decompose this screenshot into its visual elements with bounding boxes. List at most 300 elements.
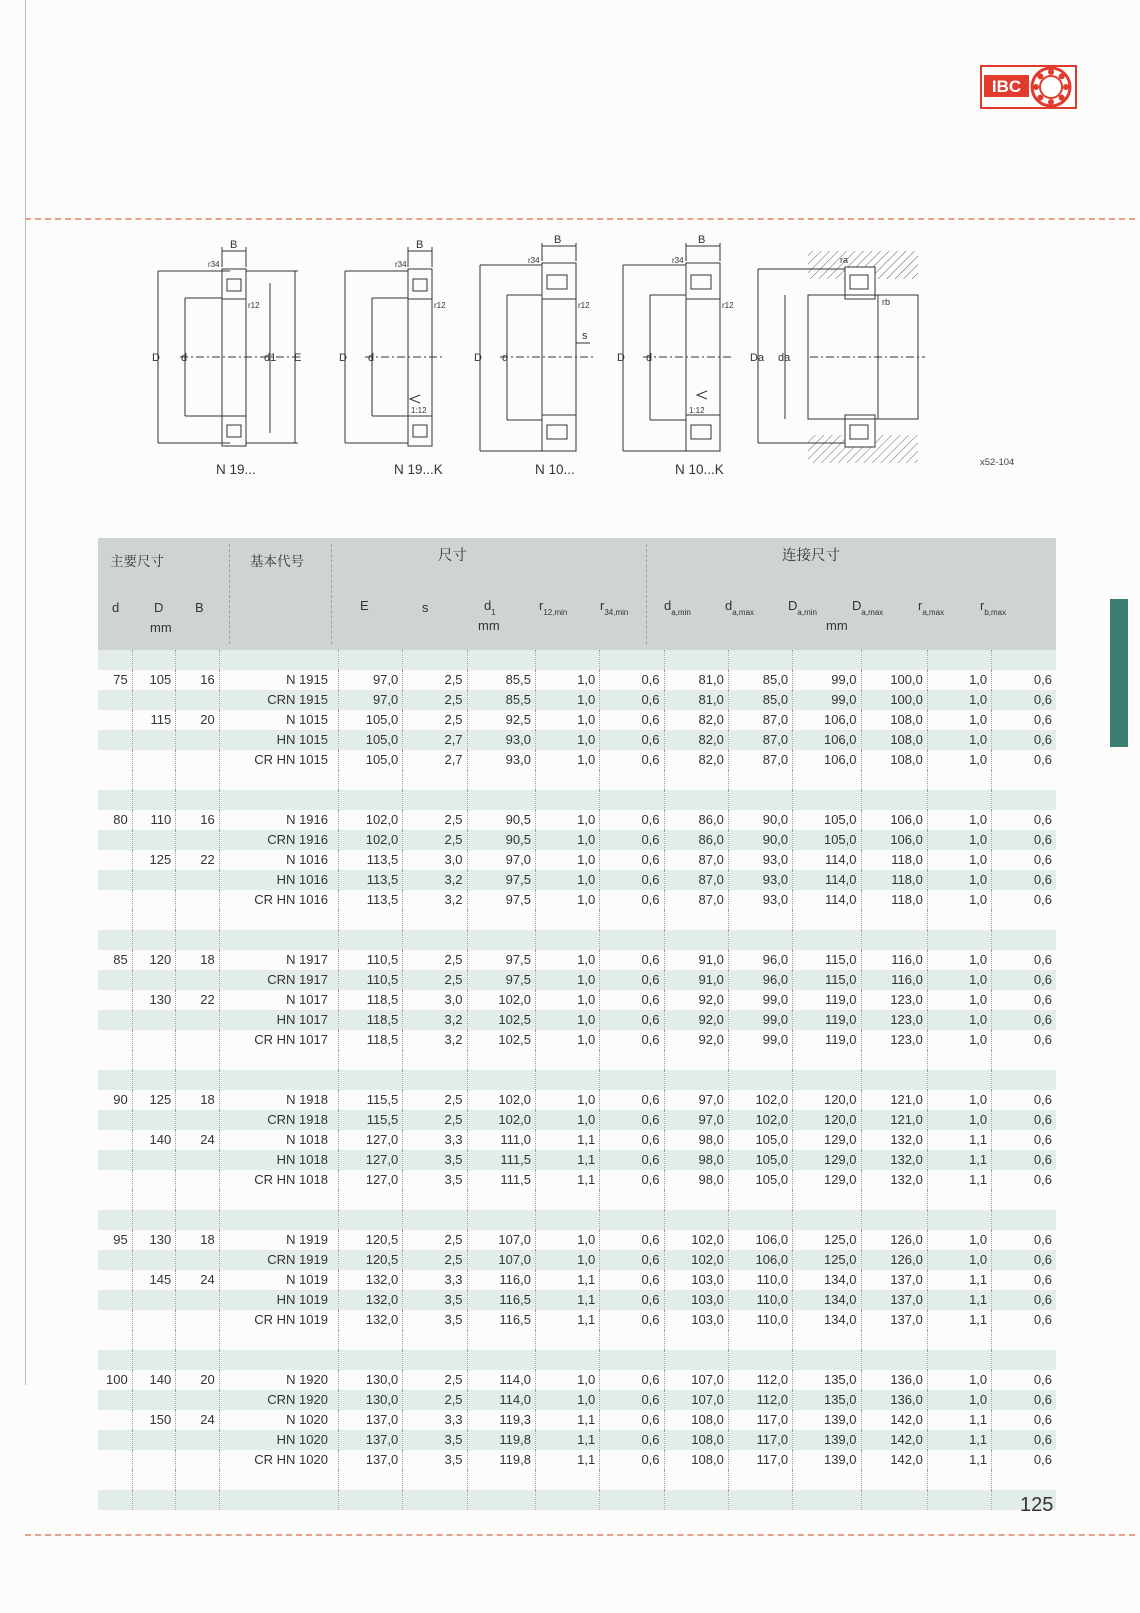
- table-row: [98, 1430, 1056, 1450]
- table-cell: 103,0: [664, 1290, 728, 1310]
- table-cell: 0,6: [992, 1450, 1056, 1470]
- table-cell: 75: [113, 672, 128, 687]
- table-cell: 87,0: [664, 890, 728, 910]
- table-cell: 0,6: [992, 1170, 1056, 1190]
- table-cell: 99,0: [793, 670, 861, 690]
- table-cell: 85,5: [467, 670, 535, 690]
- table-cell: 3,0: [403, 850, 467, 870]
- table-cell: 132,0: [338, 1290, 402, 1310]
- designation-cell: N 1918: [219, 1090, 338, 1110]
- table-cell: 1,1: [927, 1430, 991, 1450]
- table-cell: 120: [132, 950, 176, 970]
- table-cell: 132,0: [861, 1170, 927, 1190]
- table-cell: [176, 730, 220, 750]
- table-cell: 108,0: [861, 730, 927, 750]
- table-cell: 86,0: [664, 830, 728, 850]
- col-ra-max: $r_{a,max}$: [918, 598, 945, 617]
- table-cell: 142,0: [861, 1430, 927, 1450]
- table-cell: 2,5: [403, 1370, 467, 1390]
- table-cell: 130: [132, 1230, 176, 1250]
- table-cell: 1,0: [535, 830, 599, 850]
- table-cell: 0,6: [992, 1090, 1056, 1110]
- dim-r12-1: r12: [248, 301, 260, 310]
- table-cell: [176, 1310, 220, 1330]
- table-cell: [132, 1290, 176, 1310]
- table-cell: 97,5: [467, 970, 535, 990]
- table-cell: 100,0: [861, 690, 927, 710]
- table-cell: 129,0: [793, 1170, 861, 1190]
- table-cell: 0,6: [600, 1110, 664, 1130]
- table-cell: 118,0: [861, 870, 927, 890]
- table-cell: [98, 1410, 132, 1430]
- table-row: [98, 1250, 1056, 1270]
- table-cell: 103,0: [664, 1270, 728, 1290]
- table-cell: 125,0: [793, 1250, 861, 1270]
- dim-r34-2: r34: [395, 260, 407, 269]
- top-dashed-divider: [25, 218, 1135, 220]
- table-cell: 137,0: [861, 1290, 927, 1310]
- table-cell: 93,0: [728, 870, 792, 890]
- table-cell: [132, 1450, 176, 1470]
- table-cell: 82,0: [664, 730, 728, 750]
- table-cell: 0,6: [992, 1310, 1056, 1330]
- drawing-n10k: [623, 243, 732, 451]
- col-Da-min: $D_{a,min}$: [788, 598, 817, 617]
- table-cell: 1,0: [535, 1370, 599, 1390]
- spacer-row: [98, 1350, 1056, 1370]
- table-cell: 24: [176, 1410, 220, 1430]
- table-cell: 0,6: [992, 1110, 1056, 1130]
- col-da-max: $d_{a,max}$: [725, 598, 755, 617]
- table-cell: 1,0: [535, 990, 599, 1010]
- table-cell: [132, 1170, 176, 1190]
- spacer-row: [98, 1490, 1056, 1510]
- header-dimensions: 尺寸: [438, 548, 467, 564]
- table-cell: 0,6: [600, 850, 664, 870]
- table-cell: 137,0: [338, 1450, 402, 1470]
- table-cell: 0,6: [600, 1370, 664, 1390]
- table-cell: 110,5: [338, 970, 402, 990]
- table-cell: 0,6: [992, 1290, 1056, 1310]
- designation-cell: HN 1015: [219, 730, 338, 750]
- dim-d1-1: d1: [264, 352, 277, 364]
- table-cell: 92,5: [467, 710, 535, 730]
- designation-cell: CRN 1918: [219, 1110, 338, 1130]
- designation-cell: CRN 1915: [219, 690, 338, 710]
- table-cell: 0,6: [992, 990, 1056, 1010]
- table-cell: 110,0: [728, 1310, 792, 1330]
- table-cell: 106,0: [728, 1250, 792, 1270]
- dim-s-3: s: [582, 330, 588, 342]
- table-row: [98, 870, 1056, 890]
- table-cell: [98, 870, 132, 890]
- table-cell: 137,0: [861, 1270, 927, 1290]
- table-cell: 127,0: [338, 1170, 402, 1190]
- table-cell: 137,0: [338, 1430, 402, 1450]
- table-cell: [132, 1030, 176, 1050]
- spacer-row: [98, 650, 1056, 670]
- table-cell: 3,5: [403, 1310, 467, 1330]
- table-cell: 110,0: [728, 1270, 792, 1290]
- table-cell: 93,0: [728, 890, 792, 910]
- table-cell: 114,0: [467, 1390, 535, 1410]
- table-cell: 2,5: [403, 810, 467, 830]
- table-cell: 114,0: [467, 1370, 535, 1390]
- table-cell: [132, 1310, 176, 1330]
- table-cell: 116,0: [861, 970, 927, 990]
- designation-cell: N 1017: [219, 990, 338, 1010]
- table-cell: 3,2: [403, 1010, 467, 1030]
- table-row: [98, 890, 1056, 910]
- dim-B-1: B: [230, 239, 238, 251]
- table-cell: 1,0: [927, 990, 991, 1010]
- caption-n10k: N 10...K: [675, 462, 724, 477]
- table-cell: 0,6: [992, 950, 1056, 970]
- table-cell: 105,0: [338, 730, 402, 750]
- table-cell: 0,6: [600, 950, 664, 970]
- table-cell: 111,5: [467, 1170, 535, 1190]
- spacer-row: [98, 1050, 1056, 1070]
- dim-r34-4: r34: [672, 256, 684, 265]
- table-cell: 1,0: [927, 710, 991, 730]
- spacer-row: [98, 790, 1056, 810]
- table-row: [98, 1450, 1056, 1470]
- table-row: [98, 750, 1056, 770]
- table-cell: 125: [132, 850, 176, 870]
- table-cell: 0,6: [600, 990, 664, 1010]
- table-row: [98, 1130, 1056, 1150]
- dim-r12-3: r12: [578, 301, 590, 310]
- table-cell: 0,6: [992, 710, 1056, 730]
- table-cell: 116,5: [467, 1310, 535, 1330]
- table-cell: 1,1: [535, 1430, 599, 1450]
- table-cell: 105: [132, 670, 176, 690]
- dim-D-1: D: [152, 352, 160, 364]
- table-cell: [98, 970, 132, 990]
- table-cell: 121,0: [861, 1090, 927, 1110]
- table-cell: 1,0: [927, 1090, 991, 1110]
- table-cell: 123,0: [861, 990, 927, 1010]
- table-cell: 123,0: [861, 1030, 927, 1050]
- table-cell: 116,0: [861, 950, 927, 970]
- table-row: [98, 1010, 1056, 1030]
- table-cell: 120,5: [338, 1250, 402, 1270]
- table-cell: 1,1: [535, 1270, 599, 1290]
- table-cell: 1,0: [535, 1010, 599, 1030]
- table-cell: 106,0: [793, 710, 861, 730]
- table-cell: [98, 1430, 132, 1450]
- table-cell: 135,0: [793, 1390, 861, 1410]
- dim-d-3: d: [502, 352, 509, 364]
- caption-n19: N 19...: [216, 462, 256, 477]
- table-cell: 142,0: [861, 1410, 927, 1430]
- table-cell: [176, 750, 220, 770]
- table-cell: [176, 1030, 220, 1050]
- table-cell: 0,6: [992, 1430, 1056, 1450]
- table-cell: 130,0: [338, 1390, 402, 1410]
- table-cell: 110: [132, 810, 176, 830]
- table-row: [98, 1310, 1056, 1330]
- table-cell: 111,5: [467, 1150, 535, 1170]
- table-cell: 0,6: [992, 1130, 1056, 1150]
- table-cell: 87,0: [728, 730, 792, 750]
- table-cell: 3,3: [403, 1130, 467, 1150]
- designation-cell: CRN 1916: [219, 830, 338, 850]
- table-cell: 116,5: [467, 1290, 535, 1310]
- table-cell: 134,0: [793, 1290, 861, 1310]
- dim-taper-2: 1:12: [411, 406, 427, 415]
- table-cell: 2,7: [403, 730, 467, 750]
- table-cell: 113,5: [338, 890, 402, 910]
- table-cell: 107,0: [467, 1230, 535, 1250]
- table-cell: 98,0: [664, 1130, 728, 1150]
- table-cell: 87,0: [728, 750, 792, 770]
- table-cell: 0,6: [992, 1150, 1056, 1170]
- table-cell: 1,0: [535, 1030, 599, 1050]
- table-cell: 129,0: [793, 1150, 861, 1170]
- table-cell: [132, 730, 176, 750]
- table-cell: [132, 890, 176, 910]
- table-cell: 2,7: [403, 750, 467, 770]
- table-cell: 105,0: [338, 710, 402, 730]
- table-cell: 1,1: [535, 1150, 599, 1170]
- table-cell: 22: [176, 990, 220, 1010]
- table-cell: 20: [176, 1370, 220, 1390]
- dim-taper-4: 1:12: [689, 406, 705, 415]
- table-cell: 145: [132, 1270, 176, 1290]
- table-cell: 1,0: [535, 1230, 599, 1250]
- table-row: [98, 1030, 1056, 1050]
- table-cell: 100,0: [861, 670, 927, 690]
- table-cell: 0,6: [992, 1270, 1056, 1290]
- table-cell: 0,6: [600, 730, 664, 750]
- table-cell: 0,6: [600, 870, 664, 890]
- col-r12: $r_{12,min}$: [539, 598, 568, 617]
- designation-cell: HN 1016: [219, 870, 338, 890]
- designation-cell: CR HN 1015: [219, 750, 338, 770]
- table-row: [98, 730, 1056, 750]
- table-cell: 127,0: [338, 1150, 402, 1170]
- table-cell: 125,0: [793, 1230, 861, 1250]
- dim-B-4: B: [698, 234, 706, 246]
- table-cell: [132, 870, 176, 890]
- table-cell: 107,0: [467, 1250, 535, 1270]
- unit-mm-main: mm: [150, 620, 172, 635]
- table-cell: 1,0: [535, 1250, 599, 1270]
- table-cell: 1,0: [535, 710, 599, 730]
- table-cell: 111,0: [467, 1130, 535, 1150]
- table-cell: 1,0: [927, 1010, 991, 1030]
- table-cell: 126,0: [861, 1250, 927, 1270]
- table-cell: 0,6: [600, 1130, 664, 1150]
- table-cell: 1,0: [927, 810, 991, 830]
- table-cell: [98, 1390, 132, 1410]
- table-cell: 0,6: [600, 1390, 664, 1410]
- table-cell: 2,5: [403, 1090, 467, 1110]
- table-cell: 1,0: [535, 730, 599, 750]
- table-cell: 102,0: [338, 830, 402, 850]
- table-cell: 1,1: [535, 1130, 599, 1150]
- table-cell: [176, 1010, 220, 1030]
- table-cell: 115,5: [338, 1110, 402, 1130]
- dim-d-2: d: [368, 352, 375, 364]
- col-da-min: $d_{a,min}$: [664, 598, 691, 617]
- table-cell: 1,0: [927, 950, 991, 970]
- table-cell: 1,0: [535, 670, 599, 690]
- table-cell: [98, 990, 132, 1010]
- table-cell: 3,5: [403, 1430, 467, 1450]
- table-cell: 116,0: [467, 1270, 535, 1290]
- table-cell: 1,0: [927, 1230, 991, 1250]
- table-cell: 102,0: [467, 1110, 535, 1130]
- table-cell: 106,0: [793, 750, 861, 770]
- table-cell: [132, 970, 176, 990]
- table-cell: 121,0: [861, 1110, 927, 1130]
- table-row: [98, 1110, 1056, 1130]
- table-cell: 97,0: [338, 670, 402, 690]
- table-cell: 134,0: [793, 1270, 861, 1290]
- table-cell: [176, 970, 220, 990]
- table-cell: 127,0: [338, 1130, 402, 1150]
- table-cell: 2,5: [403, 710, 467, 730]
- table-cell: 3,5: [403, 1450, 467, 1470]
- table-row: [98, 990, 1056, 1010]
- unit-mm-dims: mm: [478, 618, 500, 633]
- table-cell: 0,6: [600, 810, 664, 830]
- table-cell: 0,6: [600, 670, 664, 690]
- table-cell: 0,6: [992, 1010, 1056, 1030]
- table-cell: 0,6: [992, 730, 1056, 750]
- dim-E-1: E: [294, 352, 302, 364]
- dim-B-3: B: [554, 234, 562, 246]
- table-cell: 137,0: [861, 1310, 927, 1330]
- table-row: [98, 1370, 1056, 1390]
- drawing-reference: x52-104: [980, 457, 1015, 468]
- table-cell: 1,1: [927, 1170, 991, 1190]
- table-row: [98, 1090, 1056, 1110]
- table-row: [98, 850, 1056, 870]
- table-cell: 150: [132, 1410, 176, 1430]
- table-cell: 1,0: [927, 1030, 991, 1050]
- table-cell: 117,0: [728, 1410, 792, 1430]
- table-cell: 81,0: [664, 690, 728, 710]
- table-cell: 2,5: [403, 1250, 467, 1270]
- header-mounting: 连接尺寸: [782, 548, 840, 564]
- table-cell: 91,0: [664, 950, 728, 970]
- col-E: E: [360, 598, 369, 613]
- table-cell: 1,1: [927, 1310, 991, 1330]
- table-cell: 97,0: [338, 690, 402, 710]
- table-cell: 134,0: [793, 1310, 861, 1330]
- table-cell: 136,0: [861, 1390, 927, 1410]
- table-cell: 102,0: [728, 1090, 792, 1110]
- table-cell: 1,1: [927, 1290, 991, 1310]
- table-cell: 119,0: [793, 1010, 861, 1030]
- table-cell: [176, 870, 220, 890]
- table-cell: 16: [176, 670, 220, 690]
- table-cell: 98,0: [664, 1150, 728, 1170]
- table-cell: [176, 1290, 220, 1310]
- designation-cell: N 1919: [219, 1230, 338, 1250]
- table-cell: 0,6: [600, 710, 664, 730]
- table-cell: 100: [106, 1372, 128, 1387]
- table-cell: 93,0: [467, 750, 535, 770]
- table-cell: 24: [176, 1130, 220, 1150]
- spacer-row: [98, 1470, 1056, 1490]
- table-cell: 2,5: [403, 950, 467, 970]
- table-cell: [176, 890, 220, 910]
- table-cell: 1,1: [535, 1170, 599, 1190]
- designation-cell: N 1920: [219, 1370, 338, 1390]
- table-cell: [132, 1390, 176, 1410]
- table-cell: 85: [113, 952, 128, 967]
- table-cell: 1,1: [927, 1130, 991, 1150]
- table-cell: 1,0: [535, 810, 599, 830]
- table-cell: 105,0: [793, 810, 861, 830]
- table-cell: 2,5: [403, 1110, 467, 1130]
- table-cell: 108,0: [664, 1410, 728, 1430]
- table-cell: 120,0: [793, 1110, 861, 1130]
- table-row: [98, 1390, 1056, 1410]
- table-row: [98, 670, 1056, 690]
- table-cell: 114,0: [793, 870, 861, 890]
- table-cell: 118,5: [338, 1010, 402, 1030]
- table-cell: [132, 1430, 176, 1450]
- table-cell: 102,0: [664, 1250, 728, 1270]
- table-cell: [98, 690, 132, 710]
- table-cell: 105,0: [728, 1150, 792, 1170]
- table-cell: [98, 1270, 132, 1290]
- table-cell: 137,0: [338, 1410, 402, 1430]
- table-cell: [98, 730, 132, 750]
- table-cell: 1,0: [927, 750, 991, 770]
- table-cell: 80: [113, 812, 128, 827]
- table-cell: 106,0: [793, 730, 861, 750]
- table-cell: 126,0: [861, 1230, 927, 1250]
- designation-cell: CR HN 1020: [219, 1450, 338, 1470]
- table-cell: 118,0: [861, 850, 927, 870]
- table-cell: [98, 830, 132, 850]
- table-cell: 3,0: [403, 990, 467, 1010]
- table-cell: 92,0: [664, 1010, 728, 1030]
- table-cell: [176, 1450, 220, 1470]
- table-cell: 2,5: [403, 970, 467, 990]
- table-cell: 85,0: [728, 690, 792, 710]
- table-cell: [98, 890, 132, 910]
- table-cell: [176, 1150, 220, 1170]
- table-cell: 139,0: [793, 1450, 861, 1470]
- designation-cell: CRN 1920: [219, 1390, 338, 1410]
- table-cell: 0,6: [600, 830, 664, 850]
- left-margin-rule: [25, 0, 26, 1385]
- table-cell: [132, 1010, 176, 1030]
- table-cell: 82,0: [664, 750, 728, 770]
- table-cell: 118,5: [338, 1030, 402, 1050]
- table-cell: 129,0: [793, 1130, 861, 1150]
- table-cell: 1,1: [535, 1410, 599, 1430]
- table-row: [98, 950, 1056, 970]
- table-cell: 90: [113, 1092, 128, 1107]
- table-cell: [98, 1030, 132, 1050]
- table-cell: 1,0: [535, 890, 599, 910]
- designation-cell: N 1020: [219, 1410, 338, 1430]
- table-cell: 102,5: [467, 1010, 535, 1030]
- table-cell: 0,6: [600, 1230, 664, 1250]
- table-cell: 108,0: [664, 1430, 728, 1450]
- table-cell: 1,1: [927, 1270, 991, 1290]
- table-cell: 0,6: [600, 690, 664, 710]
- table-cell: [176, 1110, 220, 1130]
